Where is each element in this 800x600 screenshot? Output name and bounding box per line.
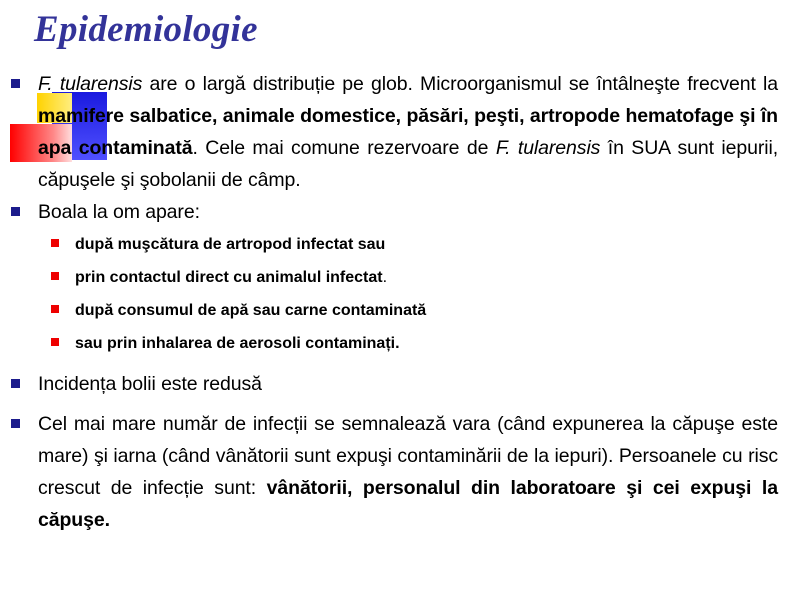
bullet-distribution [38, 68, 778, 196]
route-text: după consumul de apă sau carne contaminată [75, 302, 427, 319]
species-name: F. tularensis [38, 73, 143, 95]
square-bullet-icon [11, 379, 20, 388]
reservoirs-intro: . Cele mai comune rezervoare de [192, 137, 496, 159]
route-text: după muşcătura de artropod infectat sau [75, 236, 386, 253]
bullet-transmission [38, 196, 778, 228]
bullet-seasonality [38, 408, 778, 536]
transmission-routes-list [0, 228, 800, 360]
square-bullet-icon [11, 419, 20, 428]
seasonality-text: Cel mai mare număr de infecții se semnalează vara (când expunerea la căpuşe este mare) şi iarna (când vânătorii sunt expuşi contaminării de la iepuri). Persoanele cu risc crescut de infecție sunt: [38, 413, 778, 499]
slide-title: Epidemiologie [34, 9, 258, 50]
risk-groups: vânătorii, personalul din laboratoare şi cei expuşi la căpuşe. [38, 477, 778, 531]
route-text: prin contactul direct cu animalul infectat [75, 269, 383, 286]
list-item [75, 261, 778, 294]
slide-content [0, 68, 800, 536]
species-name-2: F. tularensis [495, 137, 601, 159]
red-square-bullet-icon [51, 239, 59, 247]
red-square-bullet-icon [51, 305, 59, 313]
route-text: sau prin inhalarea de aerosoli contaminați. [75, 335, 400, 352]
red-square-bullet-icon [51, 338, 59, 346]
list-item [75, 228, 778, 261]
red-square-bullet-icon [51, 272, 59, 280]
list-item [75, 294, 778, 327]
square-bullet-icon [11, 79, 20, 88]
square-bullet-icon [11, 207, 20, 216]
list-item [75, 327, 778, 360]
transmission-heading: Boala la om apare: [38, 201, 200, 223]
distribution-text: are o largă distribuție pe glob. Microorganismul se întâlneşte frecvent la [142, 73, 779, 95]
hosts-list: mamifere salbatice, animale domestice, păsări, peşti, artropode hematofage şi în apa contaminată [38, 105, 778, 159]
route-punctuation: . [382, 269, 388, 286]
incidence-text: Incidența bolii este redusă [38, 373, 262, 395]
bullet-incidence [38, 368, 778, 400]
reservoirs-text: în SUA sunt iepurii, căpuşele şi şobolanii de câmp. [38, 137, 779, 191]
